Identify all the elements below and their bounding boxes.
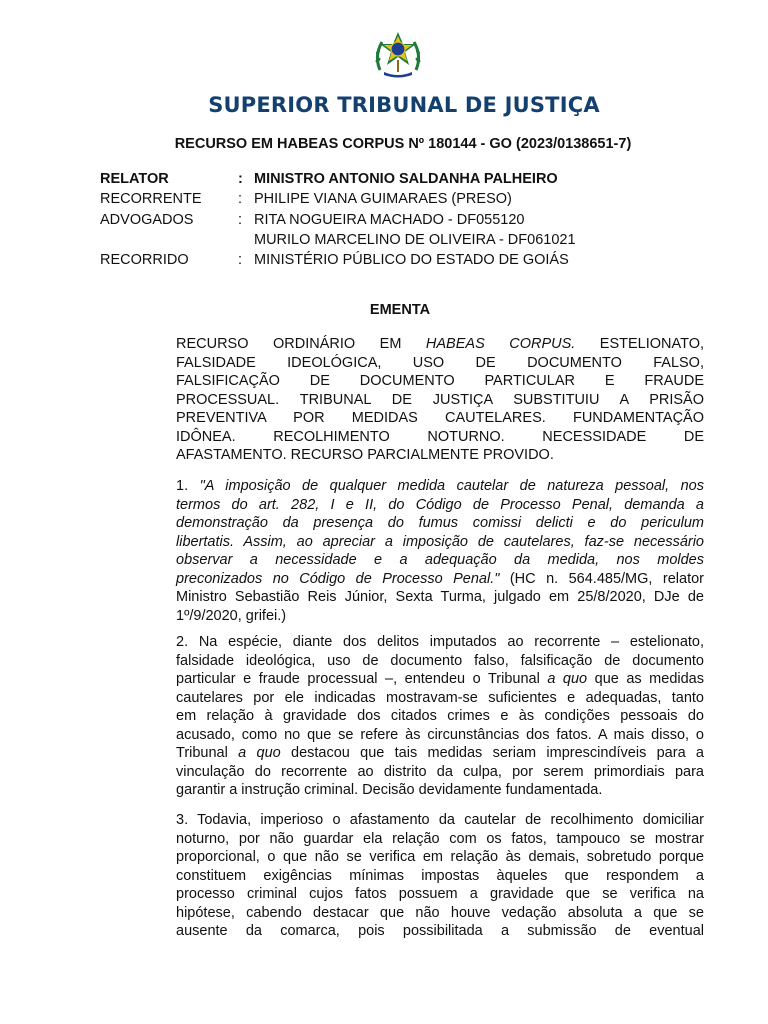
party-role: RECORRIDO (100, 252, 189, 269)
party-colon: : (238, 191, 243, 208)
text-line (176, 707, 704, 726)
party-value: MURILO MARCELINO DE OLIVEIRA - DF061021 (254, 231, 576, 248)
text-segment: ESTELIONATO, (575, 336, 704, 352)
text-line (176, 570, 704, 589)
italic-text: HABEAS CORPUS. (425, 336, 576, 352)
brazil-coat-of-arms-icon (370, 30, 426, 80)
text-segment: que as medidas (587, 671, 704, 687)
text-segment: garantir a instrução criminal. Decisão devidamente fundamentada. (176, 782, 603, 798)
text-segment: destacou que tais medidas seriam imprescindíveis para a (280, 745, 704, 761)
italic-text: demonstração da presença do fumus comissi delicti e do periculum (176, 515, 704, 531)
text-segment: IDÔNEA. RECOLHIMENTO NOTURNO. NECESSIDADE DE (176, 428, 704, 445)
text-line (176, 477, 704, 496)
ementa-paragraph-2 (176, 633, 704, 800)
italic-text: "A imposição de qualquer medida cautelar de natureza pessoal, nos (199, 478, 704, 494)
text-segment: noturno, por não guardar ela relação com os fatos, tampouco se mostrar (176, 830, 704, 847)
text-segment: processo criminal cujos fatos possuem a gravidade que se verifica na (176, 886, 704, 902)
text-segment: RECURSO ORDINÁRIO EM (176, 336, 426, 352)
party-colon: : (238, 252, 243, 269)
text-segment: hipótese, cabendo destacar que não houve vedação absoluta a que se (176, 904, 704, 921)
text-line (176, 830, 704, 849)
text-line (176, 922, 704, 941)
text-segment: falsidade ideológica, uso de documento falso, falsificação de documento (176, 652, 704, 669)
text-segment: constituem exigências mínimas impostas àqueles que respondem a (176, 867, 704, 884)
text-line (176, 514, 704, 533)
text-line (176, 551, 704, 570)
text-line (176, 533, 704, 552)
text-line (176, 726, 704, 745)
text-segment: 3. Todavia, imperioso o afastamento da cautelar de recolhimento domiciliar (176, 812, 704, 828)
text-line (176, 781, 704, 800)
text-segment: cautelares por ele indicadas mostravam-se suficientes e adequadas, tanto (176, 689, 704, 706)
text-segment: FALSIFICAÇÃO DE DOCUMENTO PARTICULAR E FRAUDE (176, 373, 704, 389)
party-row (100, 230, 576, 250)
ementa-summary (176, 335, 704, 465)
italic-text: preconizados no Código de Processo Penal." (176, 570, 500, 587)
text-segment: particular e fraude processual –, entendeu o Tribunal (176, 671, 548, 687)
text-line (176, 428, 704, 447)
text-segment: acusado, como no que se refere às circunstâncias dos fatos. A mais disso, o (176, 726, 704, 743)
text-line (176, 607, 704, 626)
party-row (100, 210, 576, 230)
text-line (176, 670, 704, 689)
party-value: RITA NOGUEIRA MACHADO - DF055120 (254, 211, 525, 228)
party-colon: : (238, 211, 243, 228)
text-segment: 1º/9/2020, grifei.) (176, 607, 287, 624)
party-colon: : (238, 171, 243, 187)
text-segment: 2. Na espécie, diante dos delitos imputados ao recorrente – estelionato, (176, 634, 704, 650)
italic-text: observar a necessidade e a adequação da medida, nos moldes (176, 552, 704, 568)
italic-text: a quo (238, 745, 281, 761)
party-row (100, 169, 576, 189)
text-segment: proporcional, o que não se verifica em relação às demais, sobretudo porque (176, 849, 704, 865)
text-line (176, 811, 704, 830)
italic-text: a quo (547, 671, 588, 687)
text-line (176, 689, 704, 708)
ementa-paragraph-3 (176, 811, 704, 941)
party-row (100, 189, 576, 209)
text-line (176, 446, 704, 465)
text-segment: 1. (176, 478, 200, 494)
text-segment: Ministro Sebastião Reis Júnior, Sexta Turma, julgado em 25/8/2020, DJe de (176, 589, 704, 605)
text-segment: PREVENTIVA POR MEDIDAS CAUTELARES. FUNDAMENTAÇÃO (176, 410, 704, 426)
text-segment: ausente da comarca, pois possibilitada a submissão de eventual (176, 923, 704, 939)
text-line (176, 763, 704, 782)
party-value: PHILIPE VIANA GUIMARAES (PRESO) (254, 191, 512, 208)
party-row (100, 250, 576, 270)
party-role: RELATOR (100, 171, 169, 187)
text-segment: Tribunal (176, 745, 239, 761)
ementa-paragraph-1 (176, 477, 704, 625)
text-line (176, 885, 704, 904)
party-value: MINISTRO ANTONIO SALDANHA PALHEIRO (254, 171, 558, 187)
ementa-heading: EMENTA (369, 302, 431, 318)
italic-text: termos do art. 282, I e II, do Código de Processo Penal, demanda a (176, 496, 704, 513)
text-line (176, 867, 704, 886)
parties-block (100, 169, 576, 270)
text-line (176, 391, 704, 410)
text-segment: (HC n. 564.485/MG, relator (499, 570, 704, 587)
party-role: ADVOGADOS (100, 211, 194, 228)
text-segment: vinculação do recorrente ao distrito da culpa, por serem primordiais para (176, 763, 704, 780)
text-line (176, 335, 704, 354)
text-segment: AFASTAMENTO. RECURSO PARCIALMENTE PROVIDO. (176, 447, 554, 463)
text-segment: PROCESSUAL. TRIBUNAL DE JUSTIÇA SUBSTITUIU A PRISÃO (176, 391, 704, 408)
text-segment: em relação à gravidade dos citados crimes e às condições pessoais do (176, 708, 704, 724)
text-line (176, 409, 704, 428)
text-line (176, 372, 704, 391)
text-line (176, 904, 704, 923)
party-value: MINISTÉRIO PÚBLICO DO ESTADO DE GOIÁS (254, 252, 569, 269)
text-line (176, 354, 704, 373)
case-title: RECURSO EM HABEAS CORPUS Nº 180144 - GO (2023/0138651-7) (174, 136, 632, 152)
text-segment: FALSIDADE IDEOLÓGICA, USO DE DOCUMENTO FALSO, (176, 354, 704, 371)
text-line (176, 652, 704, 671)
text-line (176, 848, 704, 867)
text-line (176, 633, 704, 652)
party-role: RECORRENTE (100, 191, 202, 208)
italic-text: libertatis. Assim, ao apreciar a imposição de cautelares, faz-se necessário (176, 533, 704, 550)
text-line (176, 588, 704, 607)
text-line (176, 744, 704, 763)
court-name: SUPERIOR TRIBUNAL DE JUSTIÇA (208, 93, 600, 117)
text-line (176, 496, 704, 515)
